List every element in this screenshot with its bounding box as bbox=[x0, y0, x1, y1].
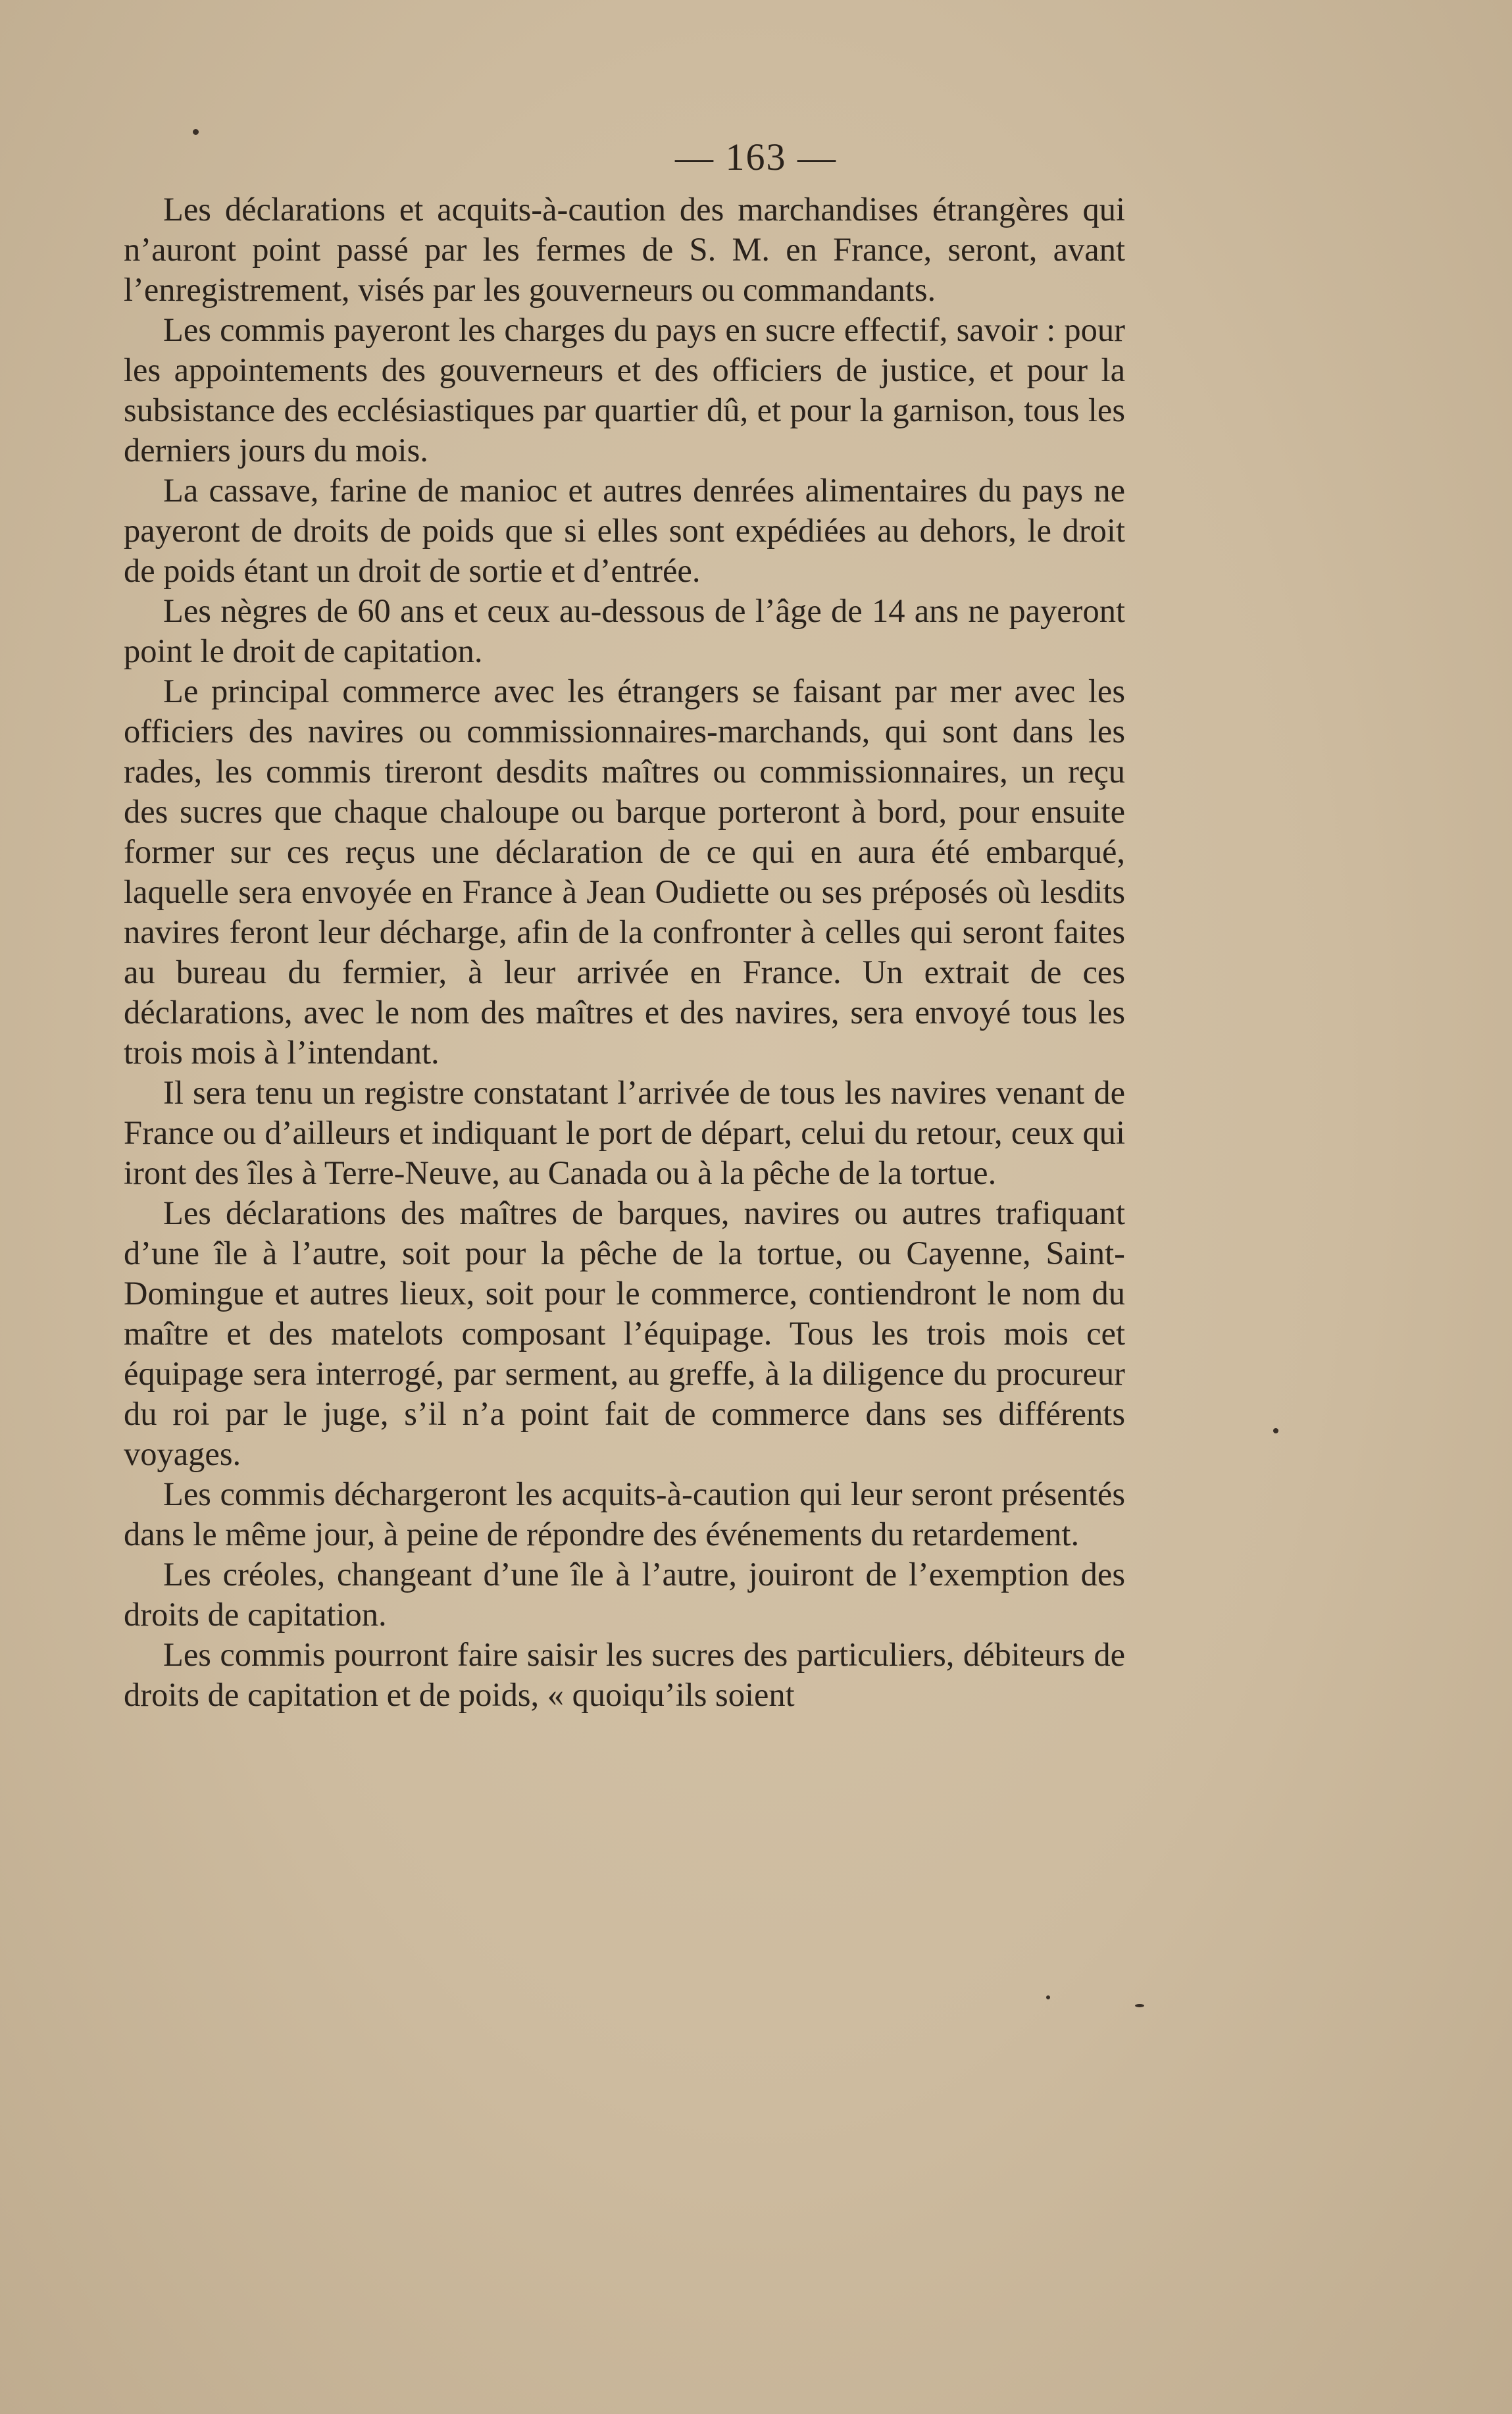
paragraph: Il sera tenu un registre constatant l’arrivée de tous les navires venant de France ou d’ailleurs et indiquant le port de départ, celui du retour, ceux qui iront des îles à Terre-Neuve, au Canada ou à la pêche de la tortue. bbox=[124, 1074, 1125, 1191]
ink-speck bbox=[1273, 1428, 1278, 1433]
paragraph: Les déclarations et acquits-à-caution des marchandises étrangères qui n’auront point passé par les fermes de S. M. en France, seront, avant l’enregistrement, visés par les gouverneurs ou commandants. bbox=[124, 191, 1125, 308]
paragraph: Le principal commerce avec les étrangers se faisant par mer avec les officiers des navires ou commissionnaires-marchands, qui sont dans les rades, les commis tireront desdits maîtres ou commissionnaires, un reçu des sucres que chaque chaloupe ou barque porteront à bord, pour ensuite former sur ces reçus une déclaration de ce qui en aura été embarqué, laquelle sera envoyée en France à Jean Oudiette ou ses préposés où lesdits navires feront leur décharge, afin de la confronter à celles qui seront faites au bureau du fermier, à leur arrivée en France. Un extrait de ces déclarations, avec le nom des maîtres et des navires, sera envoyé tous les trois mois à l’intendant. bbox=[124, 673, 1125, 1071]
paragraph: Les commis payeront les charges du pays en sucre effectif, savoir : pour les appointements des gouverneurs et des officiers de justice, et pour la subsistance des ecclésiastiques par quartier dû, et pour la garnison, tous les derniers jours du mois. bbox=[124, 311, 1125, 469]
ink-speck bbox=[193, 129, 199, 135]
page-number: — 163 — bbox=[675, 136, 837, 178]
paragraph: Les commis pourront faire saisir les sucres des particuliers, débiteurs de droits de capitation et de poids, « quoiqu’ils soient bbox=[124, 1636, 1125, 1713]
body-text bbox=[124, 190, 1125, 1715]
paragraph: Les créoles, changeant d’une île à l’autre, jouiront de l’exemption des droits de capitation. bbox=[124, 1556, 1125, 1633]
ink-speck bbox=[1135, 2004, 1144, 2007]
paragraph: Les déclarations des maîtres de barques, navires ou autres trafiquant d’une île à l’autre, soit pour la pêche de la tortue, ou Cayenne, Saint-Domingue et autres lieux, soit pour le commerce, contiendront le nom du maître et des matelots composant l’équipage. Tous les trois mois cet équipage sera interrogé, par serment, au greffe, à la diligence du procureur du roi par le juge, s’il n’a point fait de commerce dans ses différents voyages. bbox=[124, 1194, 1125, 1472]
paragraph: Les nègres de 60 ans et ceux au-dessous de l’âge de 14 ans ne payeront point le droit de capitation. bbox=[124, 592, 1125, 669]
paragraph: Les commis déchargeront les acquits-à-caution qui leur seront présentés dans le même jour, à peine de répondre des événements du retardement. bbox=[124, 1476, 1125, 1553]
paragraph: La cassave, farine de manioc et autres denrées alimentaires du pays ne payeront de droits de poids que si elles sont expédiées au dehors, le droit de poids étant un droit de sortie et d’entrée. bbox=[124, 472, 1125, 589]
ink-speck bbox=[1046, 1995, 1050, 1999]
